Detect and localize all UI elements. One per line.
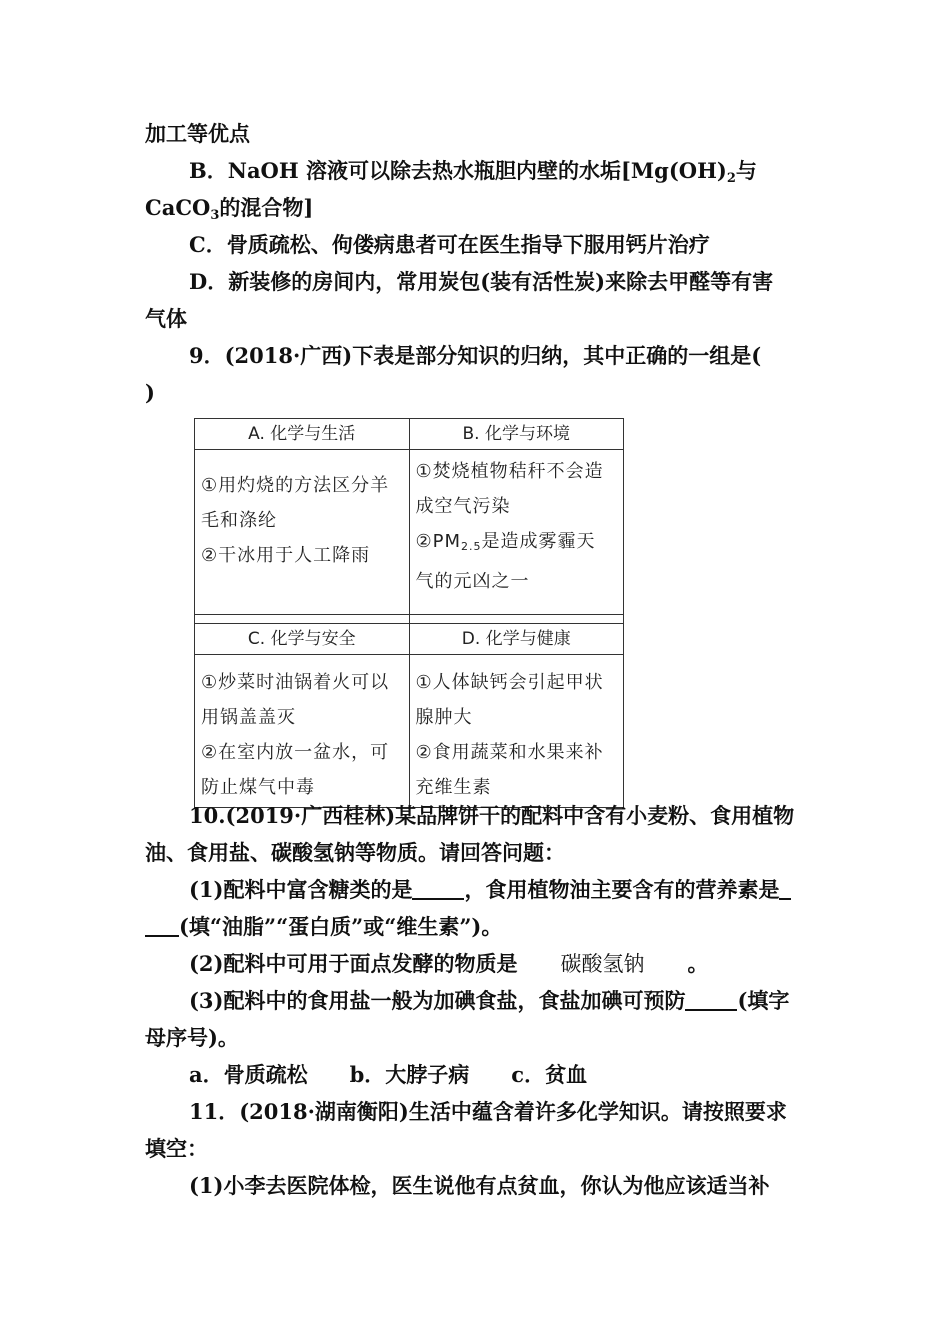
option-d-line: D．新装修的房间内，常用炭包(装有活性炭)来除去甲醛等有害 <box>189 269 774 294</box>
cell-line: 成空气污染 <box>415 496 511 517</box>
text: (填字 <box>737 988 790 1013</box>
subscript: 2 <box>726 171 736 186</box>
text: ，食用植物油主要含有的营养素是 <box>464 877 780 902</box>
question-10: 10.(2019·广西桂林)某品牌饼干的配料中含有小麦粉、食用植物 <box>189 803 795 828</box>
subscript: 2.5 <box>461 540 482 553</box>
question-10-part2 <box>189 946 708 982</box>
cell-line: ②食用蔬菜和水果来补 <box>415 742 604 763</box>
answer-options: a．骨质疏松 b．大脖子病 c．贫血 <box>189 1062 588 1087</box>
table-cell-b <box>409 450 624 615</box>
text-line: 母序号)。 <box>145 1025 239 1050</box>
question-9: 9．(2018·广西)下表是部分知识的归纳，其中正确的一组是( <box>189 343 762 368</box>
question-9-bracket: ) <box>145 380 155 405</box>
text: 。 <box>687 951 709 976</box>
text: (1)配料中富含糖类的是 <box>189 877 413 902</box>
question-11: 11．(2018·湖南衡阳)生活中蕴含着许多化学知识。请按照要求 <box>189 1099 787 1124</box>
text: (2)配料中可用于面点发酵的物质是 <box>189 951 518 976</box>
filled-answer: 碳酸氢钠 <box>560 952 645 976</box>
formula: CaCO <box>145 195 211 220</box>
separator <box>409 615 624 624</box>
cell-line: ②在室内放一盆水，可 <box>201 742 390 763</box>
cell-line <box>416 524 618 564</box>
option-c-line: C．骨质疏松、佝偻病患者可在医生指导下服用钙片治疗 <box>189 232 710 257</box>
option-b-text: B．NaOH 溶液可以除去热水瓶胆内壁的水垢[Mg(OH) <box>189 158 727 183</box>
knowledge-table <box>194 418 624 808</box>
text-line: 加工等优点 <box>145 121 250 146</box>
question-10-part1 <box>189 872 791 908</box>
table-header-a: A. 化学与生活 <box>195 419 410 450</box>
cell-text: 是造成雾霾天 <box>481 531 596 552</box>
answer-blank[interactable] <box>685 987 737 1011</box>
answer-blank[interactable] <box>412 876 464 900</box>
question-10-part3 <box>189 983 789 1019</box>
cell-line: 毛和涤纶 <box>201 510 277 531</box>
text: (填“油脂”“蛋白质”或“维生素”)。 <box>179 914 503 939</box>
cell-line: ①人体缺钙会引起甲状 <box>415 672 604 693</box>
cell-line: ①用灼烧的方法区分羊 <box>201 475 390 496</box>
cell-line: ①炒菜时油锅着火可以 <box>201 672 390 693</box>
table-cell-d <box>409 655 624 808</box>
cell-line: 防止煤气中毒 <box>201 777 315 798</box>
text-line: 填空： <box>145 1136 208 1161</box>
subscript: 3 <box>210 208 220 223</box>
text-line: 气体 <box>145 306 187 331</box>
cell-line: 腺肿大 <box>415 707 473 728</box>
table-header-c: C. 化学与安全 <box>195 624 410 655</box>
table-header-d: D. 化学与健康 <box>409 624 624 655</box>
table-cell-c <box>195 655 410 808</box>
cell-line: 气的元凶之一 <box>415 571 530 592</box>
text-line: 油、食用盐、碳酸氢钠等物质。请回答问题： <box>145 840 565 865</box>
option-b-tail: 与 <box>735 158 757 183</box>
pm-text: ②PM <box>415 531 462 552</box>
separator <box>195 615 410 624</box>
table-cell-a <box>195 450 410 615</box>
cell-line: ②干冰用于人工降雨 <box>201 545 371 566</box>
question-11-part1: (1)小李去医院体检，医生说他有点贫血，你认为他应该适当补 <box>189 1173 770 1198</box>
text: 的混合物] <box>219 195 314 220</box>
text: (3)配料中的食用盐一般为加碘食盐，食盐加碘可预防 <box>189 988 686 1013</box>
cell-line: 充维生素 <box>415 777 492 798</box>
text-line <box>145 909 502 945</box>
answer-blank[interactable] <box>779 876 791 900</box>
cell-line: ①焚烧植物秸秆不会造 <box>415 461 604 482</box>
answer-blank[interactable] <box>145 913 179 937</box>
table-header-b: B. 化学与环境 <box>409 419 624 450</box>
cell-line: 用锅盖盖灭 <box>201 707 296 728</box>
